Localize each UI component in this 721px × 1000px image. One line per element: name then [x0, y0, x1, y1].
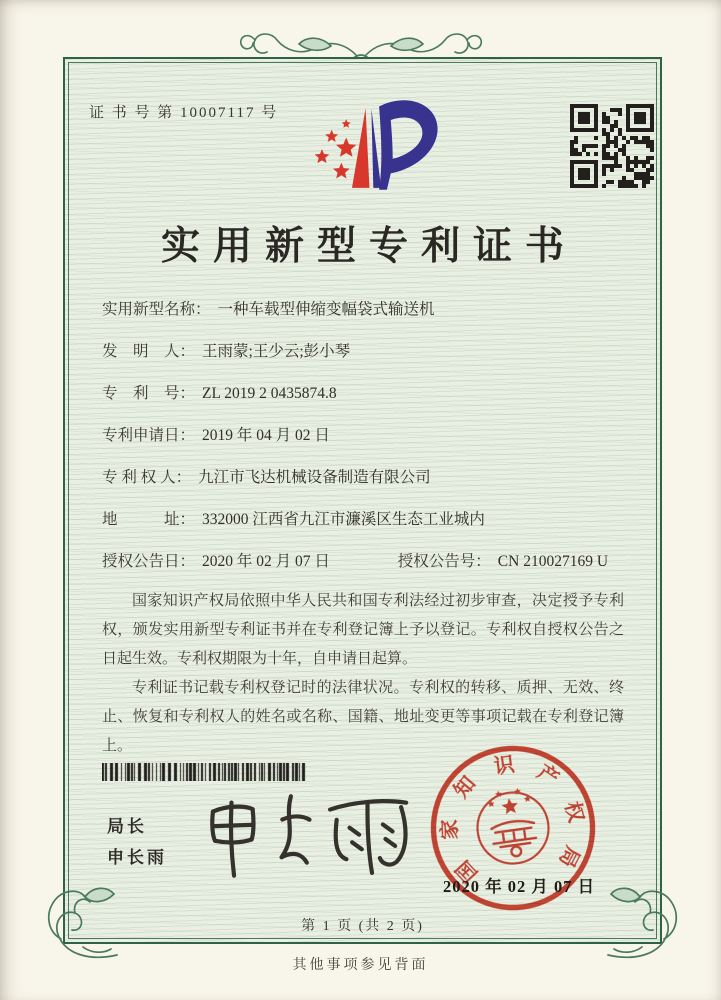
- page-indicator: 第 1 页 (共 2 页): [301, 919, 424, 934]
- certificate-fields: [102, 299, 642, 593]
- certificate-number: 证 书 号 第 10007117 号: [89, 105, 279, 121]
- field-value: 九江市飞达机械设备制造有限公司: [198, 469, 431, 486]
- svg-text:产: 产: [533, 761, 563, 791]
- grant-date-value: 2020 年 02 月 07 日: [202, 553, 330, 570]
- director-name: 申长雨: [107, 848, 167, 867]
- field-row-name: [102, 299, 642, 341]
- grant-number-label: 授权公告号：: [397, 553, 491, 570]
- svg-text:识: 识: [492, 753, 516, 779]
- svg-text:知: 知: [450, 772, 481, 803]
- legal-paragraph-2: 专利证书记载专利权登记时的法律状况。专利权的转移、质押、无效、终止、恢复和专利权人的姓名或名称、国籍、地址变更等事项记载在专利登记簿上。: [102, 680, 624, 754]
- field-row-filing-date: [102, 425, 642, 467]
- grant-date-label: 授权公告日：: [102, 553, 196, 570]
- field-label: 实用新型名称：: [102, 301, 211, 318]
- field-value: 王雨蒙;王少云;彭小琴: [202, 343, 351, 360]
- legal-text: [102, 587, 624, 761]
- legal-paragraph-1: 国家知识产权局依照中华人民共和国专利法经过初步审查，决定授予专利权，颁发实用新型专利证书并在专利登记簿上予以登记。专利权自授权公告之日起生效。专利权期限为十年，自申请日起算。: [102, 593, 624, 667]
- barcode: [102, 763, 307, 781]
- field-row-address: [102, 509, 642, 551]
- svg-text:权: 权: [560, 799, 587, 825]
- seal-date: 2020 年 02 月 07 日: [443, 877, 596, 896]
- director-title: 局长: [107, 817, 147, 836]
- svg-text:国: 国: [452, 855, 483, 886]
- field-label: 发 明 人：: [102, 343, 196, 360]
- corner-flourish-icon: [602, 877, 688, 963]
- field-value: 332000 江西省九江市濂溪区生态工业城内: [202, 511, 485, 528]
- field-label: 专利申请日：: [102, 427, 196, 444]
- field-label: 专 利 号：: [102, 385, 196, 402]
- svg-text:局: 局: [554, 842, 584, 871]
- cnipa-logo-icon: [290, 93, 445, 211]
- corner-flourish-icon: [37, 877, 123, 963]
- grant-number: [398, 553, 608, 570]
- field-row-patent-no: [102, 383, 642, 425]
- field-value: 2019 年 04 月 02 日: [202, 427, 330, 444]
- grant-date: [102, 553, 330, 570]
- back-note: 其他事项参见背面: [292, 958, 429, 973]
- director-signature: [191, 783, 424, 891]
- seal-ring-text: [427, 744, 596, 890]
- certificate-title: 实用新型专利证书: [160, 225, 577, 268]
- signatory-block: [107, 811, 167, 873]
- field-value: ZL 2019 2 0435874.8: [202, 385, 337, 402]
- field-row-inventor: [102, 341, 642, 383]
- field-value: 一种车载型伸缩变幅袋式输送机: [217, 301, 435, 318]
- certificate-border: [63, 57, 662, 944]
- grant-number-value: CN 210027169 U: [497, 553, 609, 570]
- field-row-patentee: [102, 467, 642, 509]
- field-label: 地 址：: [102, 511, 196, 528]
- field-label: 专 利 权 人：: [102, 469, 192, 486]
- qr-code: [568, 102, 656, 190]
- svg-text:家: 家: [439, 819, 462, 840]
